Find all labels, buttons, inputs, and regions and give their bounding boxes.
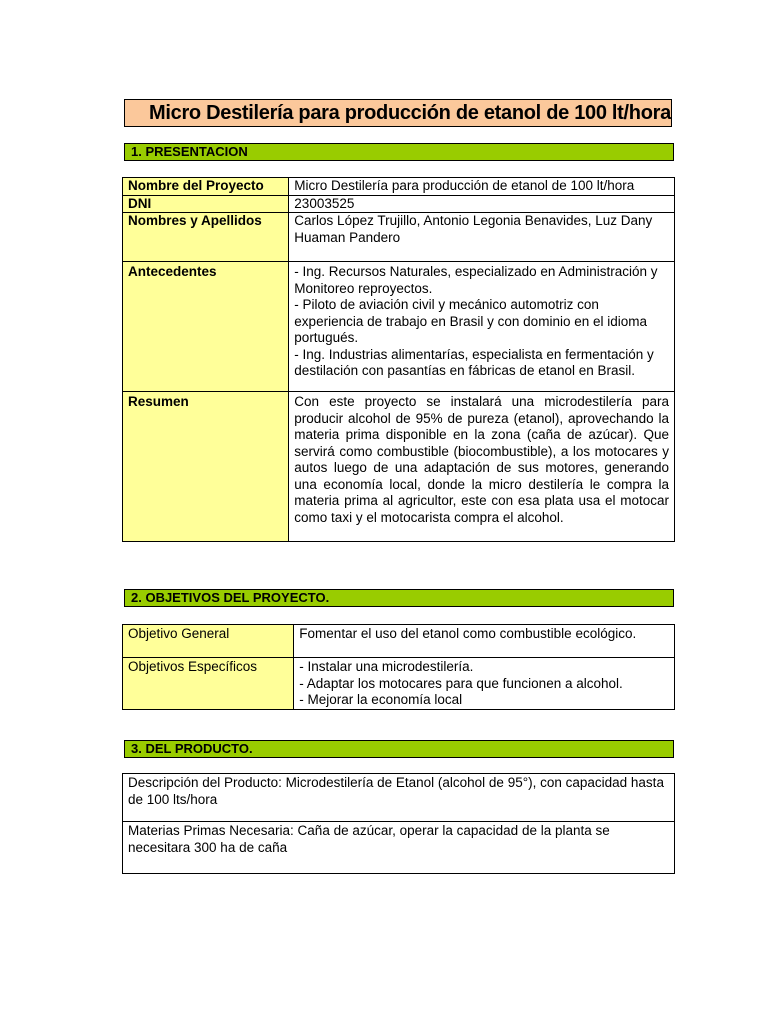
table-row bbox=[123, 262, 675, 392]
presentation-table bbox=[122, 177, 675, 542]
row-label-nombres: Nombres y Apellidos bbox=[123, 213, 289, 262]
row-label-objetivo-general: Objetivo General bbox=[123, 625, 294, 658]
row-value-objetivo-general: Fomentar el uso del etanol como combustible ecológico. bbox=[294, 625, 675, 658]
raw-materials: Materias Primas Necesaria: Caña de azúcar, operar la capacidad de la planta se necesitara 300 ha de caña bbox=[123, 822, 675, 874]
table-row bbox=[123, 392, 675, 542]
table-row bbox=[123, 195, 675, 213]
row-label-antecedentes: Antecedentes bbox=[123, 262, 289, 392]
section-heading-producto: 3. DEL PRODUCTO. bbox=[124, 740, 674, 758]
objectives-table bbox=[122, 624, 675, 710]
document-title: Micro Destilería para producción de etanol de 100 lt/hora bbox=[124, 99, 672, 127]
table-row bbox=[123, 822, 675, 874]
product-description: Descripción del Producto: Microdestilería de Etanol (alcohol de 95°), con capacidad hasta de 100 lts/hora bbox=[123, 774, 675, 822]
row-value-antecedentes bbox=[289, 262, 675, 392]
row-value-objetivos-especificos bbox=[294, 658, 675, 710]
row-value-resumen: Con este proyecto se instalará una microdestilería para producir alcohol de 95% de pureza (etanol), aprovechando la materia prima disponible en la zona (caña de azúcar). Que servirá como combustible (biocombustible), a los motocares y autos luego de una adaptación de sus motores, generando una economía local, donde la micro destilería le compra la materia prima al agricultor, este con esa plata usa el motocar como taxi y el motocarista compra el alcohol. bbox=[289, 392, 675, 542]
objetivo-item: - Mejorar la economía local bbox=[299, 692, 463, 707]
row-label-dni: DNI bbox=[123, 195, 289, 213]
row-value-dni: 23003525 bbox=[289, 195, 675, 213]
table-row bbox=[123, 178, 675, 196]
table-row bbox=[123, 213, 675, 262]
row-label-nombre-proyecto: Nombre del Proyecto bbox=[123, 178, 289, 196]
row-label-resumen: Resumen bbox=[123, 392, 289, 542]
row-value-nombre-proyecto: Micro Destilería para producción de etanol de 100 lt/hora bbox=[289, 178, 675, 196]
antecedente-item: - Ing. Recursos Naturales, especializado en Administración y Monitoreo reproyectos. bbox=[294, 264, 658, 296]
table-row bbox=[123, 625, 675, 658]
section-heading-objetivos: 2. OBJETIVOS DEL PROYECTO. bbox=[124, 589, 674, 607]
objetivo-item: - Adaptar los motocares para que funcionen a alcohol. bbox=[299, 675, 623, 691]
antecedente-item: - Piloto de aviación civil y mecánico automotriz con experiencia de trabajo en Brasil y con dominio en el idioma portugués. bbox=[294, 297, 647, 345]
product-table bbox=[122, 773, 675, 874]
row-label-objetivos-especificos: Objetivos Específicos bbox=[123, 658, 294, 710]
table-row bbox=[123, 774, 675, 822]
table-row bbox=[123, 658, 675, 710]
row-value-nombres: Carlos López Trujillo, Antonio Legonia Benavides, Luz Dany Huaman Pandero bbox=[289, 213, 675, 262]
section-heading-presentacion: 1. PRESENTACION bbox=[124, 143, 674, 161]
objetivo-item: - Instalar una microdestilería. bbox=[299, 659, 474, 674]
antecedente-item: - Ing. Industrias alimentarías, especialista en fermentación y destilación con pasantías en fábricas de etanol en Brasil. bbox=[294, 346, 654, 378]
